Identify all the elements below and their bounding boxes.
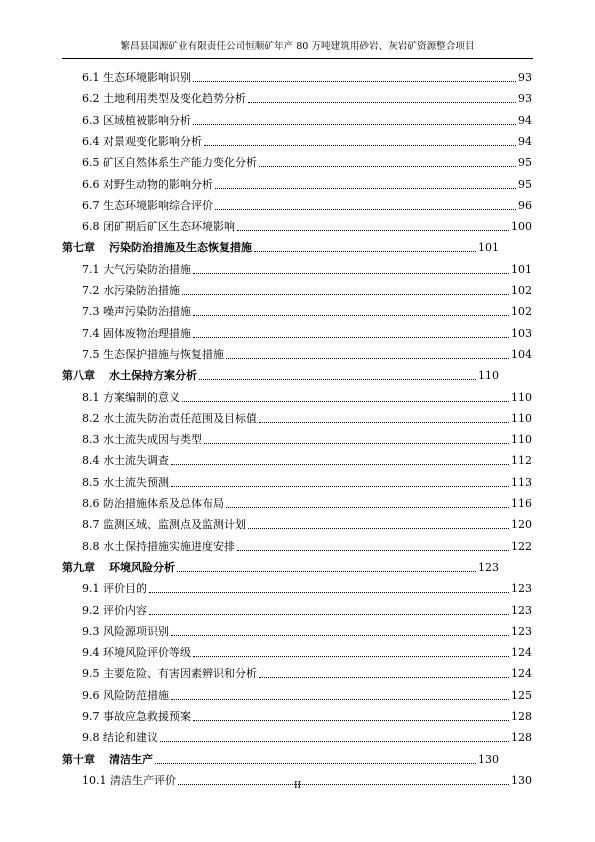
toc-section-entry[interactable] — [82, 688, 532, 704]
toc-entry-title: 7.5 生态保护措施与恢复措施 — [82, 347, 224, 361]
toc-page-number: 100 — [511, 220, 532, 234]
toc-dot-leader — [193, 124, 516, 125]
toc-entry-title: 9.7 事故应急救援预案 — [82, 710, 191, 723]
toc-entry-title: 9.4 环境风险评价等级 — [82, 646, 191, 660]
toc-entry-title: 8.6 防治措施体系及总体布局 — [82, 497, 224, 510]
toc-section-entry[interactable] — [82, 730, 532, 746]
toc-dot-leader — [237, 230, 509, 231]
toc-entry-title: 6.5 矿区自然体系生产能力变化分析 — [82, 156, 257, 170]
toc-page-number: 123 — [511, 582, 532, 596]
toc-dot-leader — [259, 677, 509, 678]
toc-section-entry[interactable] — [82, 91, 532, 107]
toc-section-entry[interactable] — [82, 517, 532, 533]
toc-entry-title: 9.1 评价目的 — [82, 582, 147, 596]
toc-page-number: 128 — [511, 710, 532, 723]
toc-section-entry[interactable] — [82, 581, 532, 597]
toc-section-entry[interactable] — [82, 262, 532, 278]
toc-section-entry[interactable] — [82, 453, 532, 469]
toc-entry-title: 9.5 主要危险、有害因素辨识和分析 — [82, 667, 257, 681]
toc-page-number: 130 — [478, 752, 499, 766]
toc-page-number: 123 — [478, 560, 499, 574]
toc-dot-leader — [248, 102, 516, 103]
toc-dot-leader — [193, 720, 509, 721]
toc-section-entry[interactable] — [82, 113, 532, 129]
toc-section-entry[interactable] — [82, 155, 532, 171]
toc-page-number: 124 — [511, 646, 532, 660]
toc-section-entry[interactable] — [82, 134, 532, 150]
toc-entry-title: 8.4 水土流失调查 — [82, 454, 169, 468]
toc-section-entry[interactable] — [82, 177, 532, 193]
toc-page-number: 94 — [518, 113, 532, 127]
toc-entry-title — [62, 752, 153, 768]
toc-entry-title: 6.6 对野生动物的影响分析 — [82, 177, 213, 191]
toc-entry-title: 6.8 闭矿期后矿区生态环境影响 — [82, 220, 235, 234]
toc-dot-leader — [160, 741, 509, 742]
toc-dot-leader — [215, 188, 516, 189]
toc-dot-leader — [171, 635, 509, 636]
toc-section-entry[interactable] — [82, 283, 532, 299]
toc-page-number: 116 — [511, 497, 532, 510]
toc-section-entry[interactable] — [82, 645, 532, 661]
toc-chapter-label: 第十章 — [62, 752, 95, 766]
toc-page-number: 93 — [518, 71, 532, 84]
toc-chapter-entry[interactable] — [62, 368, 499, 384]
toc-dot-leader — [193, 337, 509, 338]
toc-dot-leader — [171, 699, 509, 700]
toc-page-number: 130 — [511, 773, 532, 787]
toc-entry-title: 9.3 风险源项识别 — [82, 624, 169, 638]
toc-entry-title — [62, 368, 197, 384]
toc-section-entry[interactable] — [82, 624, 532, 640]
toc-chapter-entry[interactable] — [62, 752, 499, 768]
toc-section-entry[interactable] — [82, 219, 532, 235]
toc-page-number: 128 — [511, 731, 532, 745]
toc-dot-leader — [149, 592, 509, 593]
page-number: II — [293, 781, 302, 791]
toc-entry-title: 6.2 土地利用类型及变化趋势分析 — [82, 92, 246, 106]
toc-chapter-label: 第八章 — [62, 369, 95, 383]
toc-section-entry[interactable] — [82, 347, 532, 363]
toc-dot-leader — [259, 166, 516, 167]
toc-dot-leader — [215, 209, 516, 210]
toc-section-entry[interactable] — [82, 432, 532, 448]
toc-dot-leader — [177, 571, 476, 572]
toc-entry-title: 8.8 水土保持措施实施进度安排 — [82, 539, 235, 553]
toc-chapter-label: 第七章 — [62, 241, 95, 255]
toc-dot-leader — [155, 763, 476, 764]
toc-entry-title: 8.3 水土流失成因与类型 — [82, 433, 202, 447]
toc-entry-title: 10.1 清洁生产评价 — [82, 773, 176, 787]
toc-page-number: 102 — [511, 284, 532, 297]
toc-section-entry[interactable] — [82, 70, 532, 86]
toc-page-number: 112 — [511, 454, 532, 468]
toc-dot-leader — [259, 422, 509, 423]
toc-chapter-title: 污染防治措施及生态恢复措施 — [109, 241, 252, 255]
toc-section-entry[interactable] — [82, 198, 532, 214]
toc-page-number: 125 — [511, 688, 532, 702]
toc-dot-leader — [254, 251, 476, 252]
toc-entry-title: 6.1 生态环境影响识别 — [82, 71, 191, 84]
toc-page-number: 123 — [511, 603, 532, 617]
toc-dot-leader — [193, 273, 509, 274]
toc-page-number: 122 — [511, 539, 532, 553]
toc-dot-leader — [193, 656, 509, 657]
toc-entry-title: 9.8 结论和建议 — [82, 731, 158, 745]
toc-entry-title: 7.4 固体废物治理措施 — [82, 326, 191, 340]
toc-dot-leader — [237, 550, 509, 551]
toc-entry-title — [62, 240, 252, 256]
toc-dot-leader — [204, 443, 509, 444]
running-header: 繁昌县国源矿业有限责任公司恒顺矿年产 80 万吨建筑用砂岩、灰岩矿资源整合项目 — [120, 41, 475, 52]
toc-section-entry[interactable] — [82, 390, 532, 406]
toc-entry-title: 6.7 生态环境影响综合评价 — [82, 198, 213, 212]
toc-entry-title — [62, 560, 175, 576]
toc-dot-leader — [182, 294, 509, 295]
toc-dot-leader — [149, 614, 509, 615]
toc-page-number: 96 — [518, 198, 532, 212]
toc-page-number: 123 — [511, 624, 532, 638]
toc-chapter-title: 环境风险分析 — [109, 560, 175, 574]
toc-page-number: 93 — [518, 92, 532, 106]
toc-entry-title: 7.1 大气污染防治措施 — [82, 262, 191, 276]
toc-page-number: 110 — [478, 369, 499, 383]
toc-dot-leader — [193, 315, 509, 316]
toc-entry-title: 7.2 水污染防治措施 — [82, 284, 180, 297]
toc-section-entry[interactable] — [82, 539, 532, 555]
toc-entry-title: 8.2 水土流失防治责任范围及目标值 — [82, 411, 257, 425]
toc-chapter-entry[interactable] — [62, 240, 499, 256]
toc-section-entry[interactable] — [82, 709, 532, 725]
toc-dot-leader — [171, 486, 509, 487]
toc-chapter-entry[interactable] — [62, 560, 499, 576]
toc-dot-leader — [226, 507, 509, 508]
toc-page-number: 110 — [511, 433, 532, 447]
toc-chapter-label: 第九章 — [62, 560, 95, 574]
toc-dot-leader — [248, 528, 509, 529]
toc-chapter-title: 清洁生产 — [109, 752, 153, 766]
toc-dot-leader — [226, 358, 509, 359]
toc-entry-title: 9.2 评价内容 — [82, 603, 147, 617]
toc-section-entry[interactable] — [82, 304, 532, 320]
toc-dot-leader — [199, 379, 476, 380]
toc-page-number: 113 — [511, 475, 532, 489]
toc-entry-title: 9.6 风险防范措施 — [82, 688, 169, 702]
toc-entry-title: 8.7 监测区域、监测点及监测计划 — [82, 518, 246, 532]
toc-dot-leader — [193, 81, 516, 82]
toc-entry-title: 8.5 水土流失预测 — [82, 475, 169, 489]
toc-page-number: 110 — [511, 411, 532, 425]
toc-entry-title: 8.1 方案编制的意义 — [82, 390, 180, 404]
toc-entry-title: 6.3 区域植被影响分析 — [82, 113, 191, 127]
toc-page-number: 104 — [511, 347, 532, 361]
toc-section-entry[interactable] — [82, 603, 532, 619]
toc-dot-leader — [182, 401, 509, 402]
toc-page-number: 95 — [518, 156, 532, 170]
toc-dot-leader — [171, 464, 509, 465]
toc-dot-leader — [204, 145, 516, 146]
toc-chapter-title: 水土保持方案分析 — [109, 369, 197, 383]
toc-section-entry[interactable] — [82, 326, 532, 342]
toc-page-number: 103 — [511, 326, 532, 340]
toc-page-number: 110 — [511, 390, 532, 404]
header-rule — [62, 58, 533, 59]
toc-page-number: 95 — [518, 177, 532, 191]
toc-page-number: 120 — [511, 518, 532, 532]
toc-section-entry[interactable] — [82, 666, 532, 682]
toc-section-entry[interactable] — [82, 411, 532, 427]
toc-page-number: 124 — [511, 667, 532, 681]
toc-section-entry[interactable] — [82, 475, 532, 491]
toc-page-number: 94 — [518, 134, 532, 148]
toc-page-number: 101 — [511, 262, 532, 276]
toc-page-number: 102 — [511, 305, 532, 319]
toc-entry-title: 7.3 噪声污染防治措施 — [82, 305, 191, 319]
toc-entry-title: 6.4 对景观变化影响分析 — [82, 134, 202, 148]
toc-page-number: 101 — [478, 241, 499, 255]
toc-section-entry[interactable] — [82, 496, 532, 512]
